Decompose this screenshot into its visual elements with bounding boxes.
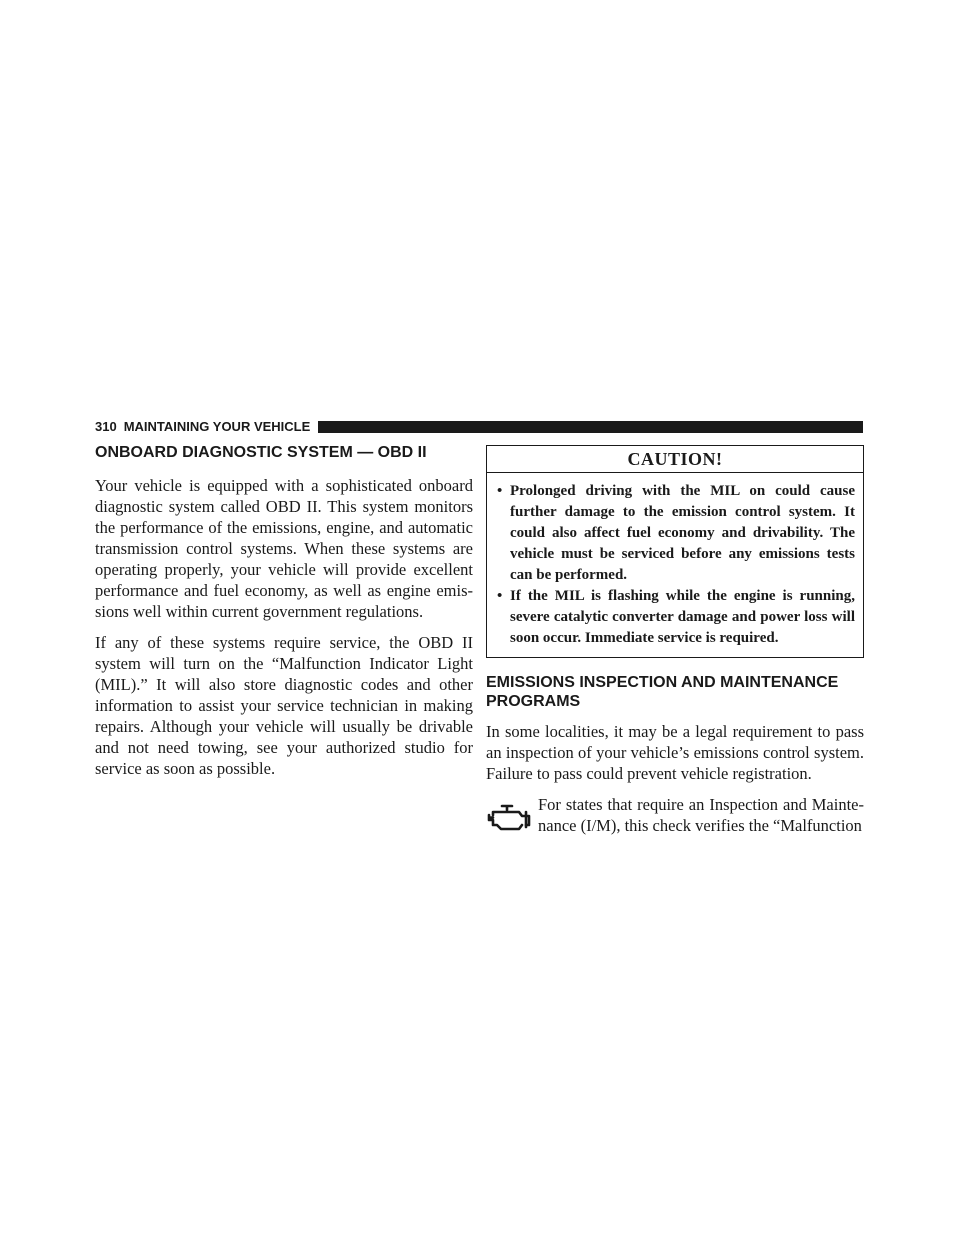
obd-paragraph-1: Your vehicle is equipped with a sophisticated onboard diagnostic system called OBD II. This system monitors the performance of the emissions, engine, and automatic transmission control systems. When these systems are operating properly, your vehicle will provide excellent performance and fuel economy, as well as engine emissions well within current government regulations. bbox=[95, 476, 473, 621]
caution-item-text: Prolonged driving with the MIL on could cause further damage to the emission control system. It could also affect fuel economy and drivability. The vehicle must be serviced before any emissions tests can be performed. bbox=[510, 483, 855, 583]
header-rule bbox=[318, 421, 863, 433]
check-engine-icon bbox=[486, 800, 532, 836]
left-column bbox=[95, 443, 473, 779]
emissions-paragraph-2: For states that require an Inspection and Maintenance (I/M), this check verifies the “Malfunction bbox=[538, 795, 864, 835]
bullet-icon: • bbox=[497, 588, 503, 604]
obd-paragraph-2: If any of these systems require service, the OBD II system will turn on the “Malfunction Indicator Light (MIL).” It will also store diagnostic codes and other information to assist your service technician in making repairs. Although your vehicle will usually be drivable and not need towing, see your authorized studio for service as soon as possible. bbox=[95, 633, 473, 778]
caution-box bbox=[486, 445, 864, 658]
right-column bbox=[486, 445, 864, 836]
bullet-icon: • bbox=[497, 483, 503, 499]
obd-heading: ONBOARD DIAGNOSTIC SYSTEM — OBD II bbox=[95, 444, 427, 461]
mil-paragraph bbox=[486, 794, 864, 836]
caution-item bbox=[497, 481, 855, 586]
caution-list bbox=[487, 473, 863, 657]
caution-item bbox=[497, 586, 855, 649]
emissions-paragraph-1: In some localities, it may be a legal requirement to pass an inspection of your vehicle’s emissions control system. Failure to pass could prevent vehicle registration. bbox=[486, 722, 864, 783]
section-title: MAINTAINING YOUR VEHICLE bbox=[123, 419, 311, 434]
page-header bbox=[95, 421, 863, 433]
emissions-heading: EMISSIONS INSPECTION AND MAINTENANCE PROGRAMS bbox=[486, 674, 839, 710]
caution-item-text: If the MIL is flashing while the engine is running, severe catalytic converter damage and power loss will soon occur. Immediate service is required. bbox=[510, 588, 855, 646]
caution-title: CAUTION! bbox=[487, 446, 863, 473]
page-number: 310 bbox=[95, 419, 117, 434]
